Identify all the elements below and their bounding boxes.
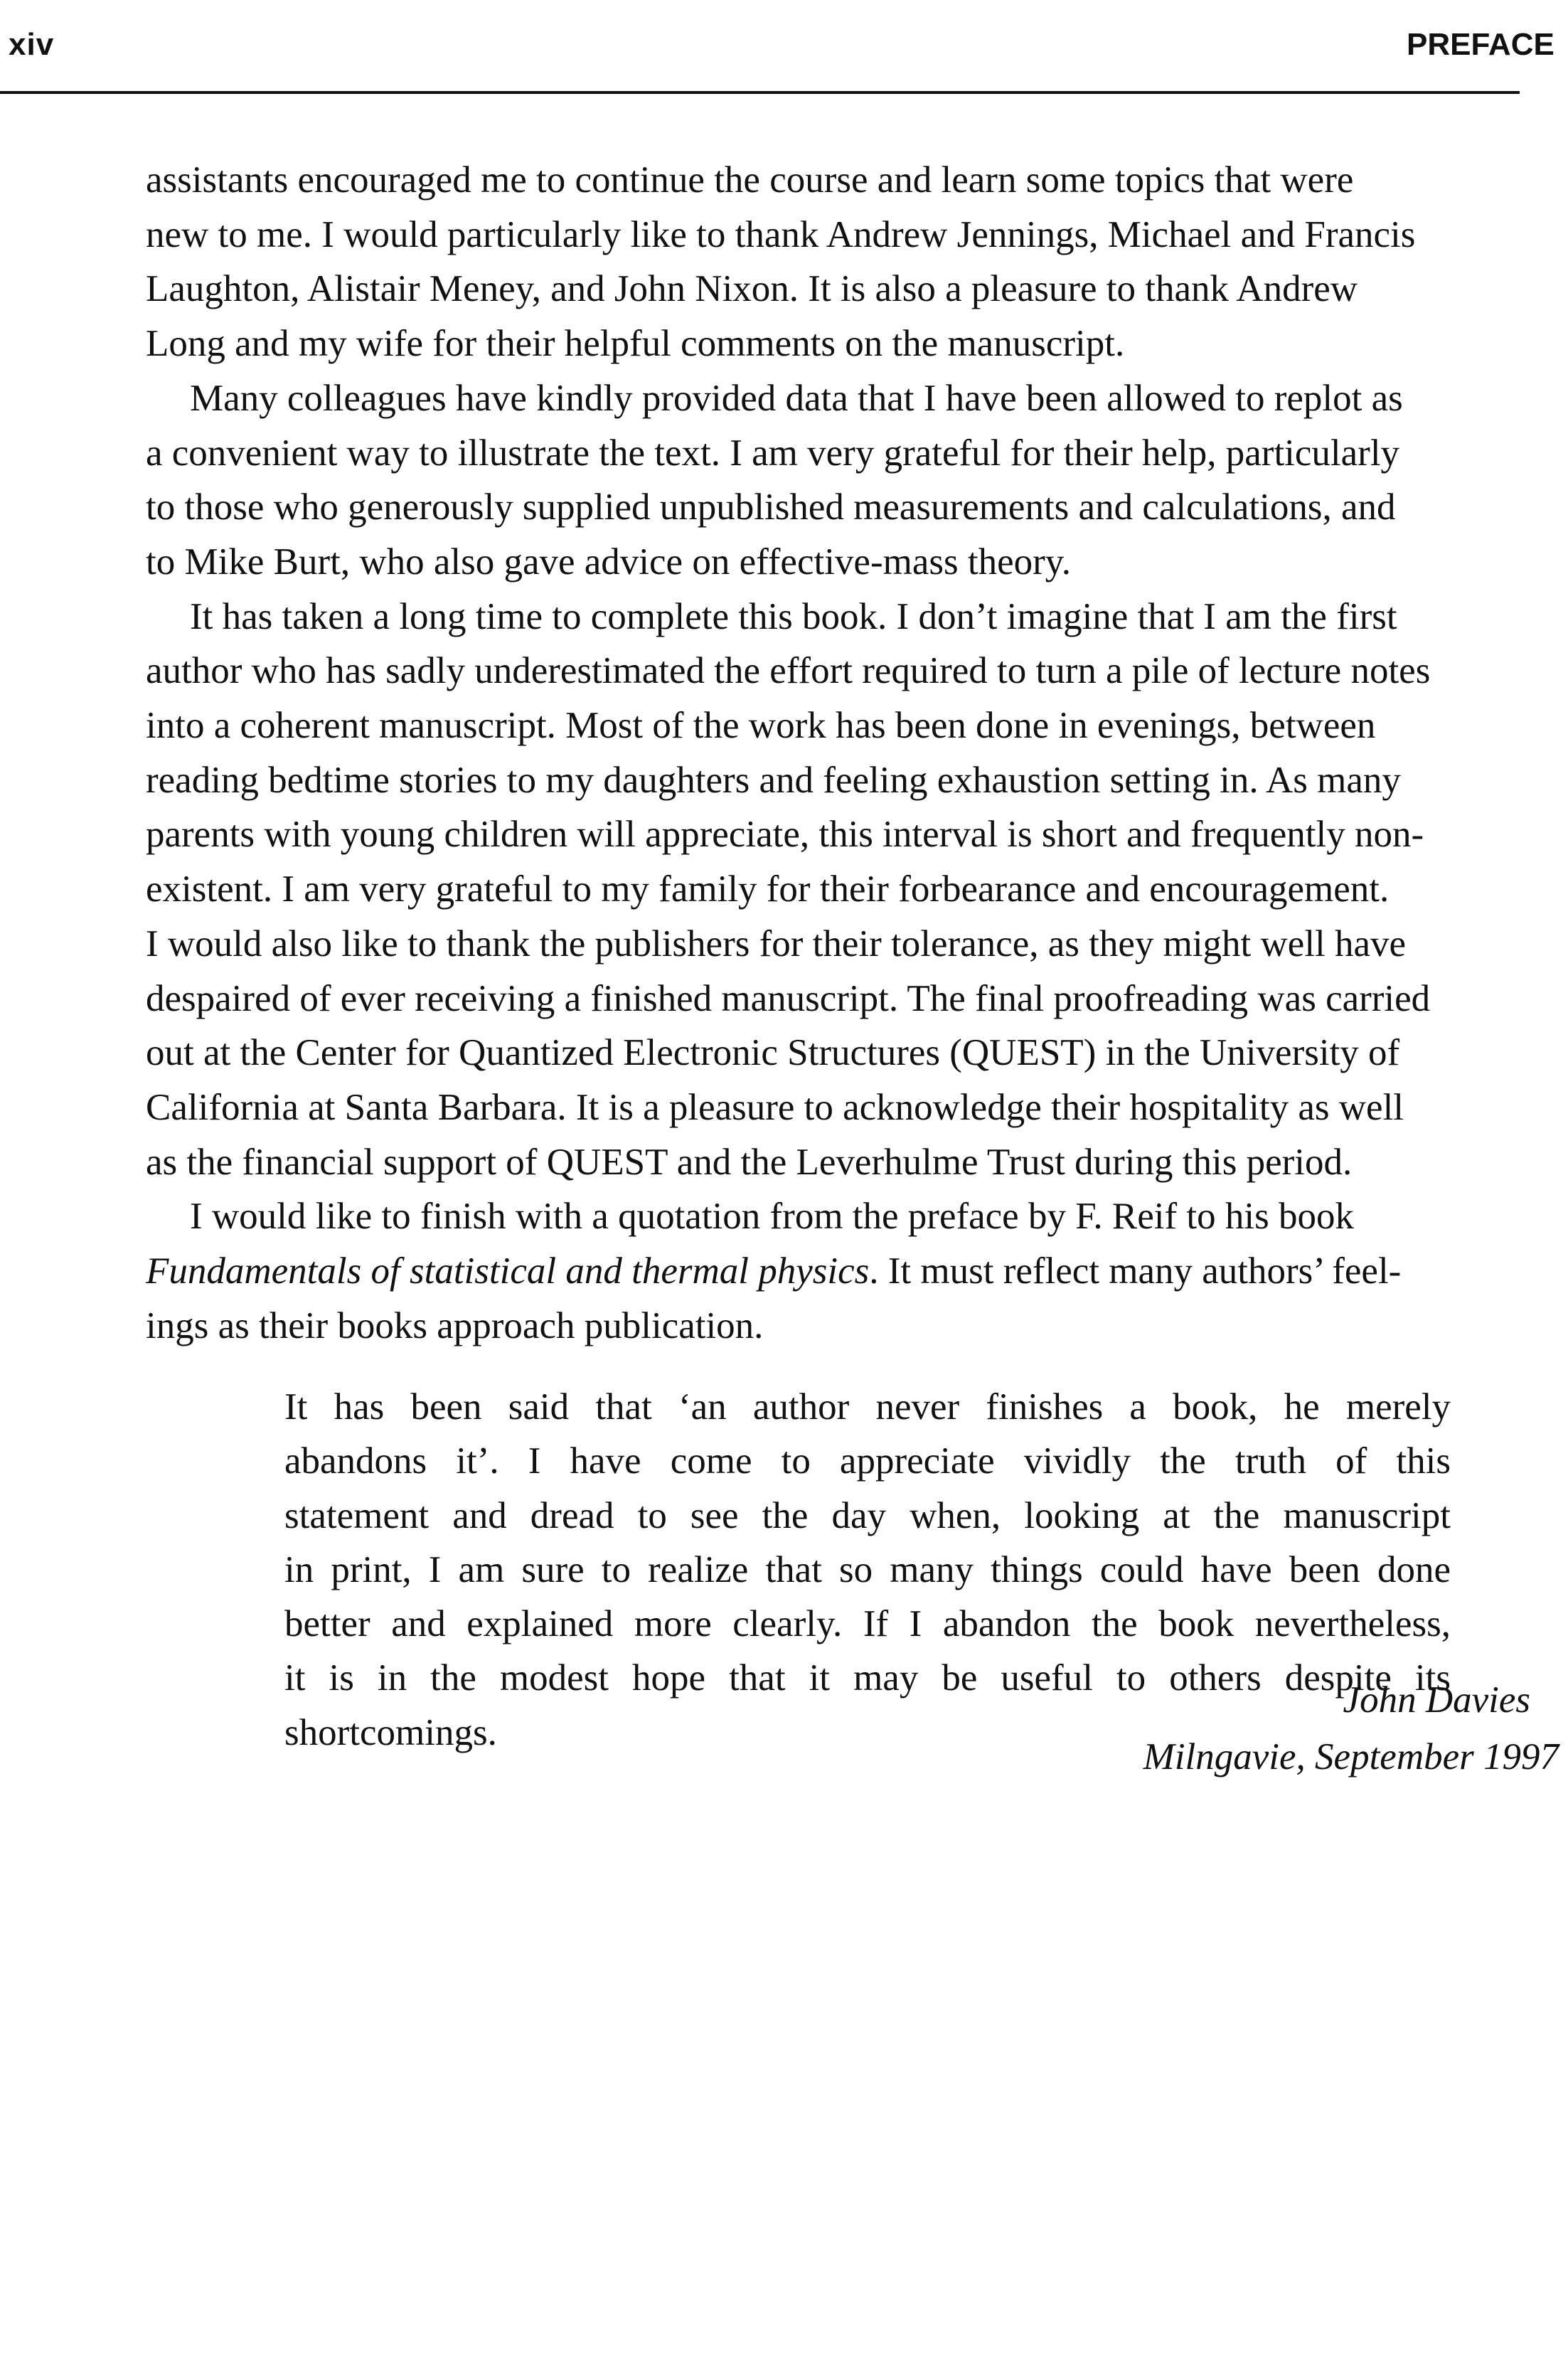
text-line: as the financial support of QUEST and the Leverhulme Trust during this period. (146, 1141, 1353, 1183)
text-line (146, 1244, 1568, 1299)
text-line: I would also like to thank the publishers for their tolerance, as they might well have (146, 923, 1407, 965)
text-line: ings as their books approach publication. (146, 1304, 764, 1346)
quote-line: statement and dread to see the day when, looking at the manuscript (284, 1494, 1451, 1536)
text-line: to those who generously supplied unpublished measurements and calculations, and (146, 487, 1396, 528)
paragraph-acknowledgements-assistants (146, 153, 1568, 371)
author-name: John Davies (1343, 1679, 1530, 1721)
quote-line: it is in the modest hope that it may be useful to others despite its (284, 1657, 1451, 1699)
text-line: I would like to finish with a quotation from the preface by F. Reif to his book (190, 1196, 1354, 1238)
text-line: out at the Center for Quantized Electronic Structures (QUEST) in the University of (146, 1032, 1400, 1074)
text-line: into a coherent manuscript. Most of the work has been done in evenings, between (146, 705, 1376, 747)
text-line: assistants encouraged me to continue the course and learn some topics that were (146, 159, 1354, 201)
book-title: Fundamentals of statistical and thermal physics (146, 1250, 870, 1292)
text-line: existent. I am very grateful to my family for their forbearance and encouragement. (146, 868, 1390, 910)
text-line: parents with young children will appreciate, this interval is short and frequently non- (146, 814, 1424, 856)
text-line: Long and my wife for their helpful comments on the manuscript. (146, 323, 1125, 365)
text-line: despaired of ever receiving a finished manuscript. The final proofreading was carried (146, 977, 1431, 1019)
paragraph-acknowledgements-colleagues (146, 371, 1568, 590)
quote-line: shortcomings. (284, 1711, 497, 1753)
quote-line: in print, I am sure to realize that so many things could have been done (284, 1548, 1451, 1590)
section-title: PREFACE (1407, 27, 1554, 62)
running-head (0, 0, 1554, 92)
paragraph-time-to-complete (146, 590, 1568, 1190)
quote-line: It has been said that ‘an author never finishes a book, he merely (284, 1386, 1451, 1428)
page-number: xiv (9, 27, 55, 62)
place-and-date: Milngavie, September 1997 (1143, 1736, 1559, 1777)
text-line: Laughton, Alistair Meney, and John Nixon. It is also a pleasure to thank Andrew (146, 268, 1358, 310)
text-line: a convenient way to illustrate the text. I am very grateful for their help, particularly (146, 432, 1400, 474)
paragraph-quotation-intro (146, 1189, 1568, 1353)
text-line: Many colleagues have kindly provided data that I have been allowed to replot as (190, 377, 1403, 419)
text-line: new to me. I would particularly like to thank Andrew Jennings, Michael and Francis (146, 213, 1416, 255)
text-fragment: . It must reflect many authors’ feel- (869, 1250, 1402, 1292)
quote-line: better and explained more clearly. If I abandon the book nevertheless, (284, 1603, 1451, 1645)
text-line: author who has sadly underestimated the effort required to turn a pile of lecture notes (146, 650, 1431, 692)
text-line: reading bedtime stories to my daughters and feeling exhaustion setting in. As many (146, 759, 1401, 801)
text-line: to Mike Burt, who also gave advice on effective-mass theory. (146, 541, 1072, 583)
body-text (146, 153, 1568, 1353)
text-line: California at Santa Barbara. It is a pleasure to acknowledge their hospitality as well (146, 1086, 1404, 1128)
header-rule (0, 91, 1520, 94)
signature-block (311, 1672, 1559, 1785)
quote-line: abandons it’. I have come to appreciate vividly the truth of this (284, 1440, 1451, 1482)
text-line: It has taken a long time to complete this book. I don’t imagine that I am the first (190, 595, 1397, 637)
